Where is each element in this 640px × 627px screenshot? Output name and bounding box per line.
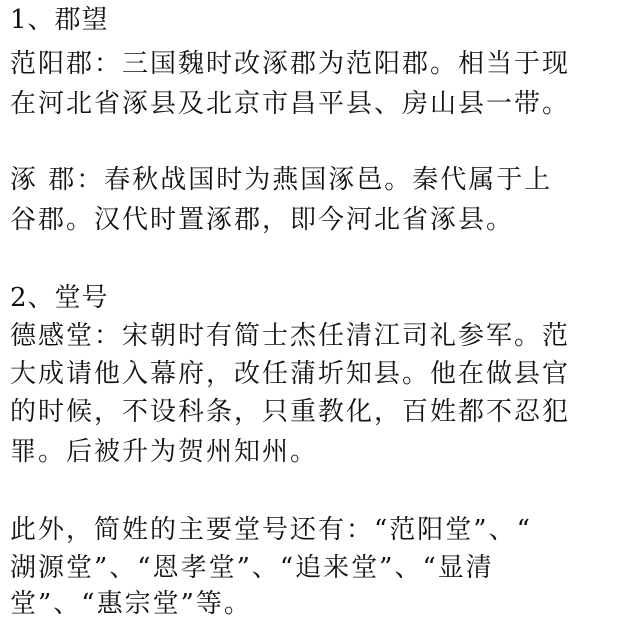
section-heading-tanghao: 2、堂号 [10,283,109,313]
paragraph-degantang-line-1: 德感堂：宋朝时有简士杰任清江司礼参军。范 [10,321,571,351]
paragraph-degantang-line-3: 的时候，不设科条，只重教化，百姓都不忍犯 [10,397,571,427]
paragraph-other-halls-line-3: 堂”、“惠宗堂”等。 [10,589,252,619]
paragraph-degantang-line-2: 大成请他入幕府，改任蒲圻知县。他在做县官 [10,359,571,389]
document-page [10,0,634,627]
section-heading-junwang: 1、郡望 [10,5,109,35]
paragraph-other-halls-line-2: 湖源堂”、“恩孝堂”、“追来堂”、“显清 [10,553,494,583]
paragraph-degantang-line-4: 罪。后被升为贺州知州。 [10,437,319,467]
paragraph-fanyang-line-2: 在河北省涿县及北京市昌平县、房山县一带。 [10,89,571,119]
paragraph-zhuojun-line-1: 涿 郡：春秋战国时为燕国涿邑。秦代属于上 [10,165,553,195]
paragraph-zhuojun-line-2: 谷郡。汉代时置涿郡，即今河北省涿县。 [10,205,515,235]
paragraph-other-halls-line-1: 此外，简姓的主要堂号还有：“范阳堂”、“ [10,515,532,545]
paragraph-fanyang-line-1: 范阳郡：三国魏时改涿郡为范阳郡。相当于现 [10,49,571,79]
